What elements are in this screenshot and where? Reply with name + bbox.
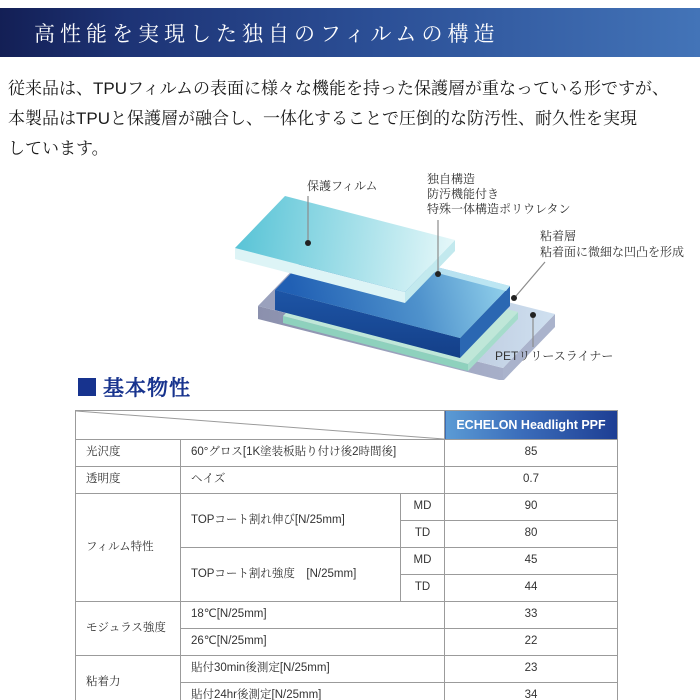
cell-value-elongation-td: 80	[445, 521, 618, 548]
cell-td-label-elongation: TD	[401, 521, 445, 548]
dot-liner	[530, 312, 536, 318]
label-protect-film: 保護フィルム	[307, 179, 378, 193]
label-adhesive-1: 粘着層	[540, 229, 577, 243]
cell-value-elongation-md: 90	[445, 494, 618, 521]
square-bullet-icon	[78, 378, 96, 396]
cell-desc-clarity: ヘイズ	[181, 467, 445, 494]
cell-category-modulus: モジュラス強度	[76, 602, 181, 656]
cell-category-adhesion: 粘着力	[76, 656, 181, 700]
cell-value-modulus-26: 22	[445, 629, 618, 656]
intro-line-1: 従来品は、TPUフィルムの表面に様々な機能を持った保護層が重なっている形ですが、	[8, 79, 669, 98]
cell-md-label-elongation: MD	[401, 494, 445, 521]
dot-protect-film	[305, 240, 311, 246]
table-row-gloss	[76, 440, 618, 467]
label-structure-3: 特殊一体構造ポリウレタン	[427, 202, 571, 216]
leader-adhesive	[516, 262, 545, 296]
table-row-modulus-18	[76, 602, 618, 629]
cell-value-modulus-18: 33	[445, 602, 618, 629]
film-structure-diagram	[200, 165, 700, 380]
diagonal-header-cell	[76, 411, 445, 440]
cell-value-clarity: 0.7	[445, 467, 618, 494]
spec-table	[75, 410, 618, 700]
section-title: 基本物性	[103, 377, 191, 400]
label-structure-2: 防汚機能付き	[427, 187, 500, 201]
diagonal-line	[76, 411, 444, 439]
cell-value-strength-td: 44	[445, 575, 618, 602]
cell-category-gloss: 光沢度	[76, 440, 181, 467]
table-header-row	[76, 411, 618, 440]
table-row-adhesion-30min	[76, 656, 618, 683]
cell-value-gloss: 85	[445, 440, 618, 467]
cell-desc-modulus-26: 26℃[N/25mm]	[181, 629, 445, 656]
title-bar	[0, 8, 700, 57]
dot-adhesive	[511, 295, 517, 301]
product-header-cell: ECHELON Headlight PPF	[445, 411, 618, 440]
cell-td-label-strength: TD	[401, 575, 445, 602]
cell-desc-gloss: 60°グロス[1K塗装板貼り付け後2時間後]	[181, 440, 445, 467]
label-liner: PETリリースライナー	[495, 349, 614, 363]
cell-value-adhesion-30min: 23	[445, 656, 618, 683]
cell-md-label-strength: MD	[401, 548, 445, 575]
cell-category-clarity: 透明度	[76, 467, 181, 494]
cell-desc-modulus-18: 18℃[N/25mm]	[181, 602, 445, 629]
table-row-clarity	[76, 467, 618, 494]
intro-line-2: 本製品はTPUと保護層が融合し、一体化することで圧倒的な防汚性、耐久性を実現	[8, 109, 637, 128]
section-heading	[78, 372, 191, 402]
intro-line-3: しています。	[8, 139, 109, 158]
cell-desc-strength: TOPコート割れ強度 [N/25mm]	[181, 548, 401, 602]
cell-value-adhesion-24hr: 34	[445, 683, 618, 700]
cell-desc-adhesion-24hr: 貼付24hr後測定[N/25mm]	[181, 683, 445, 700]
table-row-elongation-md	[76, 494, 618, 521]
cell-desc-elongation: TOPコート割れ伸び[N/25mm]	[181, 494, 401, 548]
intro-paragraph	[8, 74, 696, 164]
label-structure-1: 独自構造	[427, 172, 476, 186]
label-adhesive-2: 粘着面に微細な凹凸を形成	[540, 245, 685, 259]
cell-value-strength-md: 45	[445, 548, 618, 575]
cell-category-film: フィルム特性	[76, 494, 181, 602]
page-title: 高性能を実現した独自のフィルムの構造	[34, 21, 500, 46]
cell-desc-adhesion-30min: 貼付30min後測定[N/25mm]	[181, 656, 445, 683]
dot-structure	[435, 271, 441, 277]
